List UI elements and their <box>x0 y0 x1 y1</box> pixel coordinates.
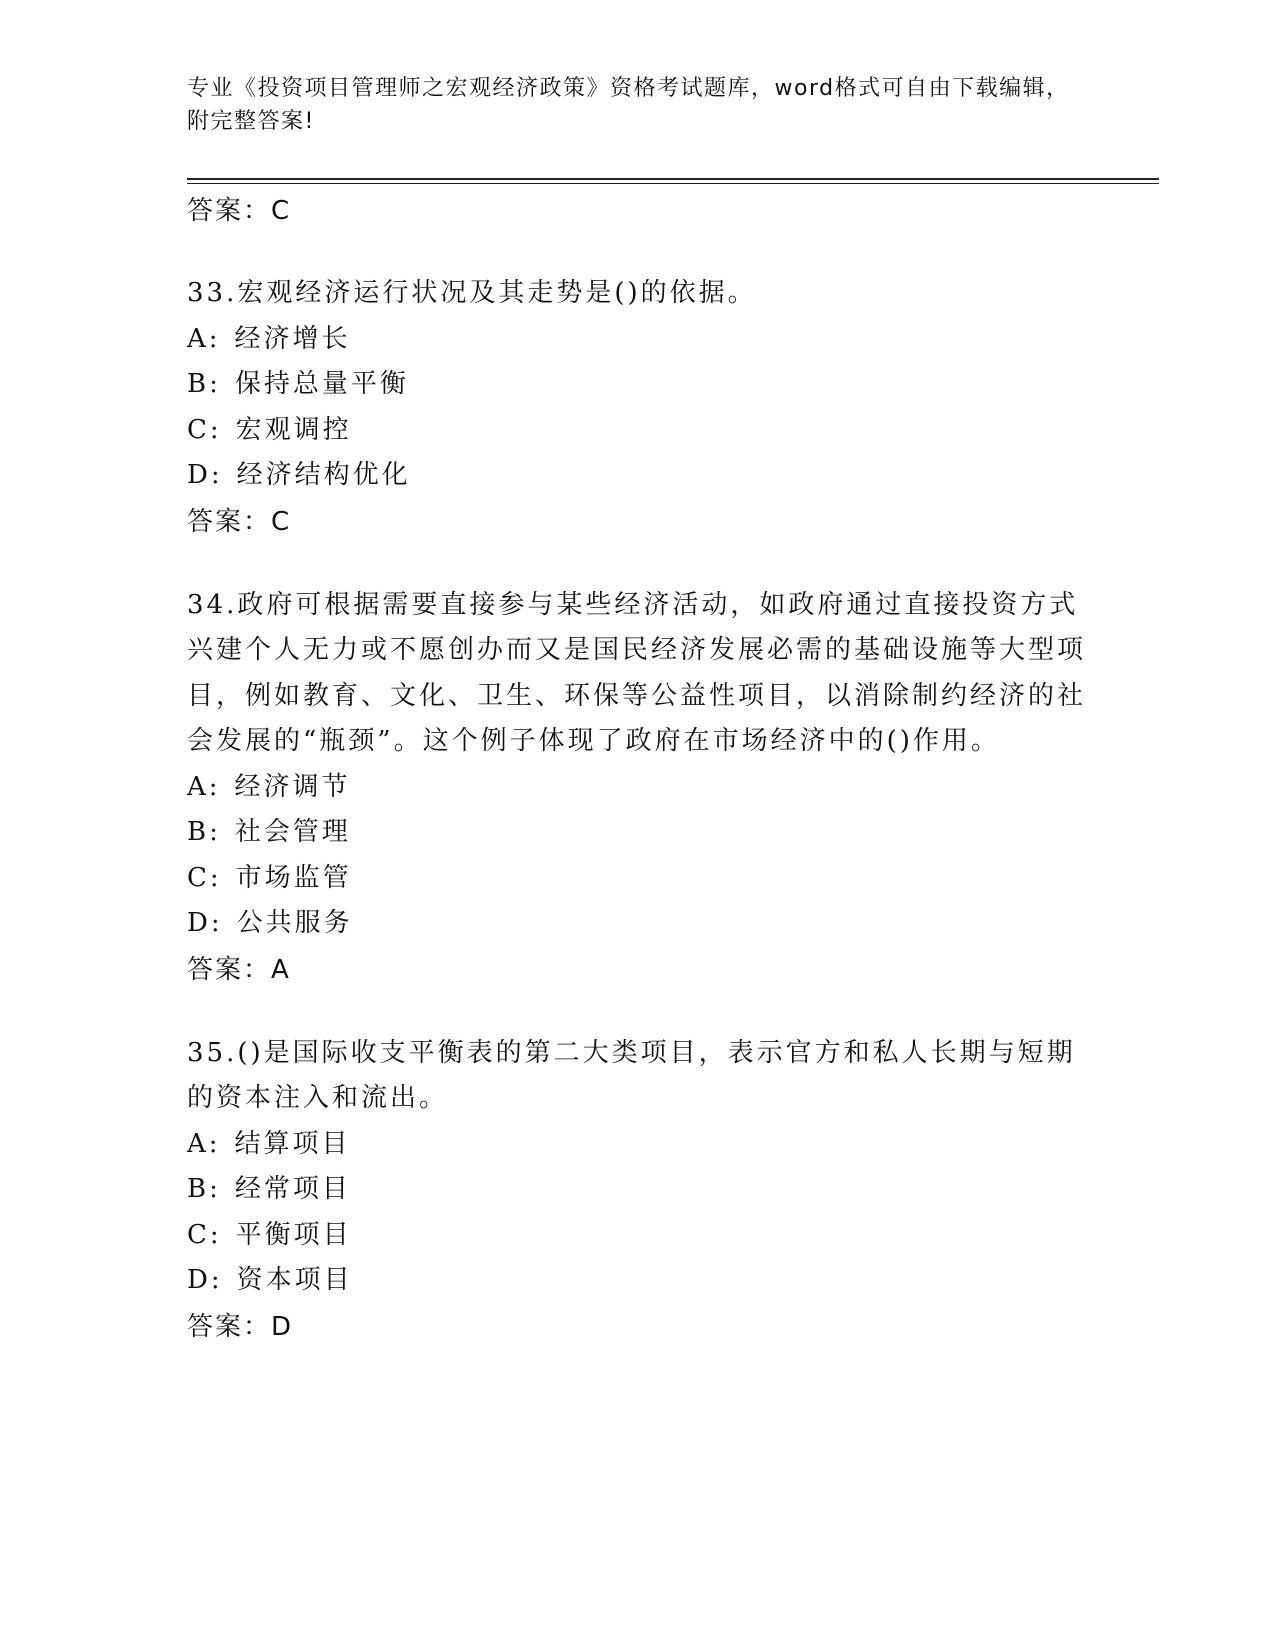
option-letter: D: <box>187 908 223 938</box>
option-text: 经济调节 <box>234 771 351 802</box>
question-number: 33. <box>187 278 238 308</box>
option-letter: B: <box>187 817 221 847</box>
question-body: 政府可根据需要直接参与某些经济活动，如政府通过直接投资方式兴建个人无力或不愿创办而又是国民经济发展必需的基础设施等大型项目，例如教育、文化、卫生、环保等公益性项目，以消除制约经济的社会发展的“瓶颈”。这个例子体现了政府在市场经济中的()作用。 <box>187 589 1087 756</box>
answer-label: 答案： <box>187 1311 272 1342</box>
option-letter: A: <box>187 323 221 354</box>
option-a <box>187 765 1087 811</box>
option-b <box>187 810 1087 856</box>
option-letter: A: <box>187 771 221 802</box>
answer-value: C <box>271 196 290 226</box>
option-letter: C: <box>187 862 222 893</box>
answer-value: A <box>271 954 289 985</box>
answer-value: D <box>271 1311 292 1342</box>
option-c <box>187 408 1087 454</box>
option-text: 市场监管 <box>235 862 352 893</box>
question-number: 34. <box>187 589 238 620</box>
answer-label: 答案： <box>187 506 272 537</box>
option-text: 保持总量平衡 <box>234 369 409 399</box>
option-letter: B: <box>187 369 221 399</box>
question-body: 宏观经济运行状况及其走势是()的依据。 <box>237 278 757 308</box>
option-letter: D: <box>187 1265 223 1295</box>
option-a <box>187 1122 1087 1168</box>
option-a <box>187 317 1087 363</box>
option-b <box>187 362 1087 408</box>
option-text: 经济结构优化 <box>236 460 411 490</box>
option-letter: A: <box>187 1128 221 1159</box>
option-text: 宏观调控 <box>235 414 352 445</box>
option-text: 经济增长 <box>234 323 351 354</box>
option-d <box>187 1258 1087 1304</box>
option-letter: C: <box>187 414 222 445</box>
option-text: 经常项目 <box>234 1174 351 1204</box>
option-text: 公共服务 <box>236 908 353 938</box>
option-text: 结算项目 <box>234 1128 351 1159</box>
question-text <box>187 1031 1087 1122</box>
option-text: 资本项目 <box>236 1265 353 1295</box>
answer-value: C <box>271 506 290 537</box>
option-text: 社会管理 <box>234 817 351 847</box>
answer-label: 答案： <box>187 196 272 226</box>
question-text <box>187 583 1087 765</box>
document-body <box>187 188 1087 1350</box>
option-letter: D: <box>187 460 223 490</box>
question-block <box>187 1031 1087 1350</box>
question-block <box>187 583 1087 993</box>
option-letter: B: <box>187 1174 221 1204</box>
option-d <box>187 901 1087 947</box>
page-header-text: 专业《投资项目管理师之宏观经济政策》资格考试题库，word格式可自由下载编辑，附完整答案! <box>187 76 1070 134</box>
option-b <box>187 1167 1087 1213</box>
question-text <box>187 271 1087 317</box>
option-c <box>187 1213 1087 1259</box>
header-divider <box>187 178 1159 184</box>
option-d <box>187 453 1087 499</box>
question-block <box>187 271 1087 545</box>
option-c <box>187 856 1087 902</box>
question-body: ()是国际收支平衡表的第二大类项目，表示官方和私人长期与短期的资本注入和流出。 <box>187 1037 1076 1113</box>
answer-line <box>187 188 1087 234</box>
option-letter: C: <box>187 1219 222 1250</box>
question-number: 35. <box>187 1037 238 1068</box>
answer-line <box>187 499 1087 545</box>
answer-line <box>187 1304 1087 1350</box>
answer-label: 答案： <box>187 954 272 985</box>
answer-line <box>187 947 1087 993</box>
option-text: 平衡项目 <box>235 1219 352 1250</box>
